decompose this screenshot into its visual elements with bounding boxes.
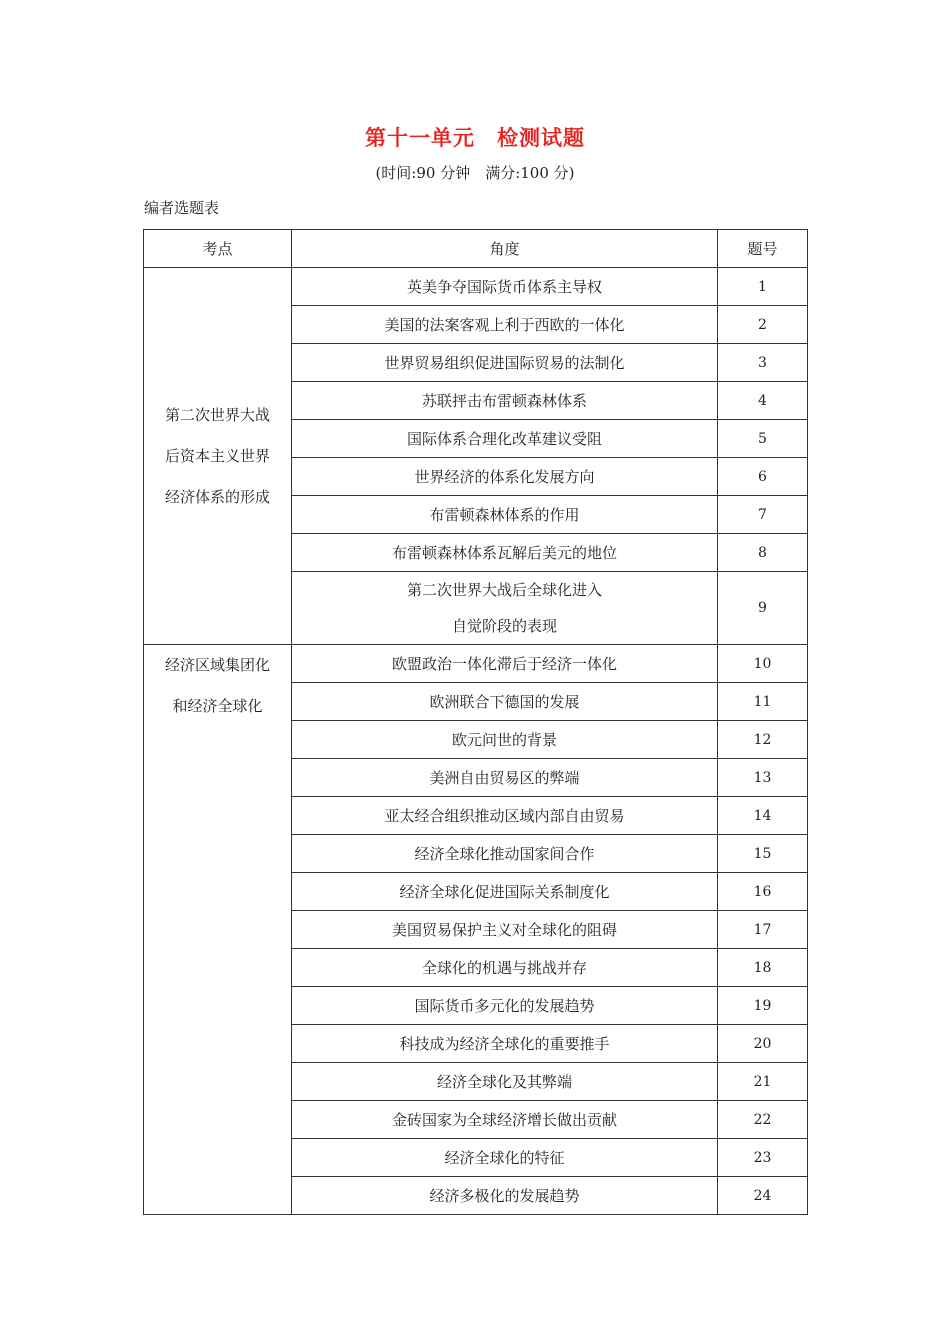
- exam-point-cell: [144, 645, 292, 1215]
- angle-cell: 世界经济的体系化发展方向: [292, 458, 718, 496]
- question-number-cell: 10: [718, 645, 808, 683]
- question-number-cell: 16: [718, 873, 808, 911]
- table-caption: 编者选题表: [144, 199, 220, 217]
- question-number-cell: 11: [718, 683, 808, 721]
- question-selection-table: [143, 229, 808, 1215]
- exam-point-line: 第二次世界大战: [164, 405, 270, 424]
- question-number-cell: 3: [718, 344, 808, 382]
- angle-cell: 经济全球化的特征: [292, 1139, 718, 1177]
- header-angle: 角度: [292, 230, 718, 268]
- angle-cell: 科技成为经济全球化的重要推手: [292, 1025, 718, 1063]
- angle-cell: 英美争夺国际货币体系主导权: [292, 268, 718, 306]
- question-number-cell: 19: [718, 987, 808, 1025]
- angle-cell: 亚太经合组织推动区域内部自由贸易: [292, 797, 718, 835]
- angle-cell: 国际货币多元化的发展趋势: [292, 987, 718, 1025]
- question-number-cell: 22: [718, 1101, 808, 1139]
- question-number-cell: 6: [718, 458, 808, 496]
- exam-point-cell: [144, 268, 292, 645]
- exam-point-line: 和经济全球化: [172, 697, 263, 715]
- angle-cell: 经济全球化促进国际关系制度化: [292, 873, 718, 911]
- header-number: 题号: [718, 230, 808, 268]
- angle-cell: 布雷顿森林体系瓦解后美元的地位: [292, 534, 718, 572]
- question-number-cell: 15: [718, 835, 808, 873]
- angle-cell: 全球化的机遇与挑战并存: [292, 949, 718, 987]
- angle-cell: [292, 572, 718, 645]
- angle-cell: 世界贸易组织促进国际贸易的法制化: [292, 344, 718, 382]
- angle-line: 自觉阶段的表现: [451, 617, 557, 635]
- angle-cell: 欧元问世的背景: [292, 721, 718, 759]
- angle-cell: 美国的法案客观上利于西欧的一体化: [292, 306, 718, 344]
- header-point: 考点: [144, 230, 292, 268]
- question-number-cell: 1: [718, 268, 808, 306]
- question-number-cell: 17: [718, 911, 808, 949]
- question-number-cell: 13: [718, 759, 808, 797]
- angle-cell: 国际体系合理化改革建议受阻: [292, 420, 718, 458]
- page-title: 第十一单元 检测试题: [365, 126, 585, 150]
- question-number-cell: 21: [718, 1063, 808, 1101]
- question-number-cell: 23: [718, 1139, 808, 1177]
- exam-point-line: 经济区域集团化: [164, 656, 270, 674]
- question-number-cell: 24: [718, 1177, 808, 1215]
- angle-cell: 欧洲联合下德国的发展: [292, 683, 718, 721]
- table-row: [144, 268, 808, 306]
- question-number-cell: 5: [718, 420, 808, 458]
- angle-cell: 经济全球化及其弊端: [292, 1063, 718, 1101]
- angle-cell: 金砖国家为全球经济增长做出贡献: [292, 1101, 718, 1139]
- question-number-cell: 18: [718, 949, 808, 987]
- angle-cell: 苏联抨击布雷顿森林体系: [292, 382, 718, 420]
- table-header-row: [144, 230, 808, 268]
- angle-cell: 布雷顿森林体系的作用: [292, 496, 718, 534]
- angle-cell: 美洲自由贸易区的弊端: [292, 759, 718, 797]
- exam-point-line: 经济体系的形成: [164, 487, 270, 506]
- question-number-cell: 4: [718, 382, 808, 420]
- question-number-cell: 9: [718, 572, 808, 645]
- angle-cell: 经济多极化的发展趋势: [292, 1177, 718, 1215]
- question-number-cell: 8: [718, 534, 808, 572]
- question-number-cell: 2: [718, 306, 808, 344]
- exam-info: (时间:90 分钟 满分:100 分): [375, 164, 575, 182]
- question-number-cell: 12: [718, 721, 808, 759]
- angle-line: 第二次世界大战后全球化进入: [406, 581, 602, 599]
- exam-point-line: 后资本主义世界: [164, 446, 270, 465]
- angle-cell: 经济全球化推动国家间合作: [292, 835, 718, 873]
- question-number-cell: 20: [718, 1025, 808, 1063]
- angle-cell: 美国贸易保护主义对全球化的阻碍: [292, 911, 718, 949]
- table-body: [144, 268, 808, 1215]
- question-number-cell: 7: [718, 496, 808, 534]
- angle-cell: 欧盟政治一体化滞后于经济一体化: [292, 645, 718, 683]
- table-row: [144, 645, 808, 683]
- question-number-cell: 14: [718, 797, 808, 835]
